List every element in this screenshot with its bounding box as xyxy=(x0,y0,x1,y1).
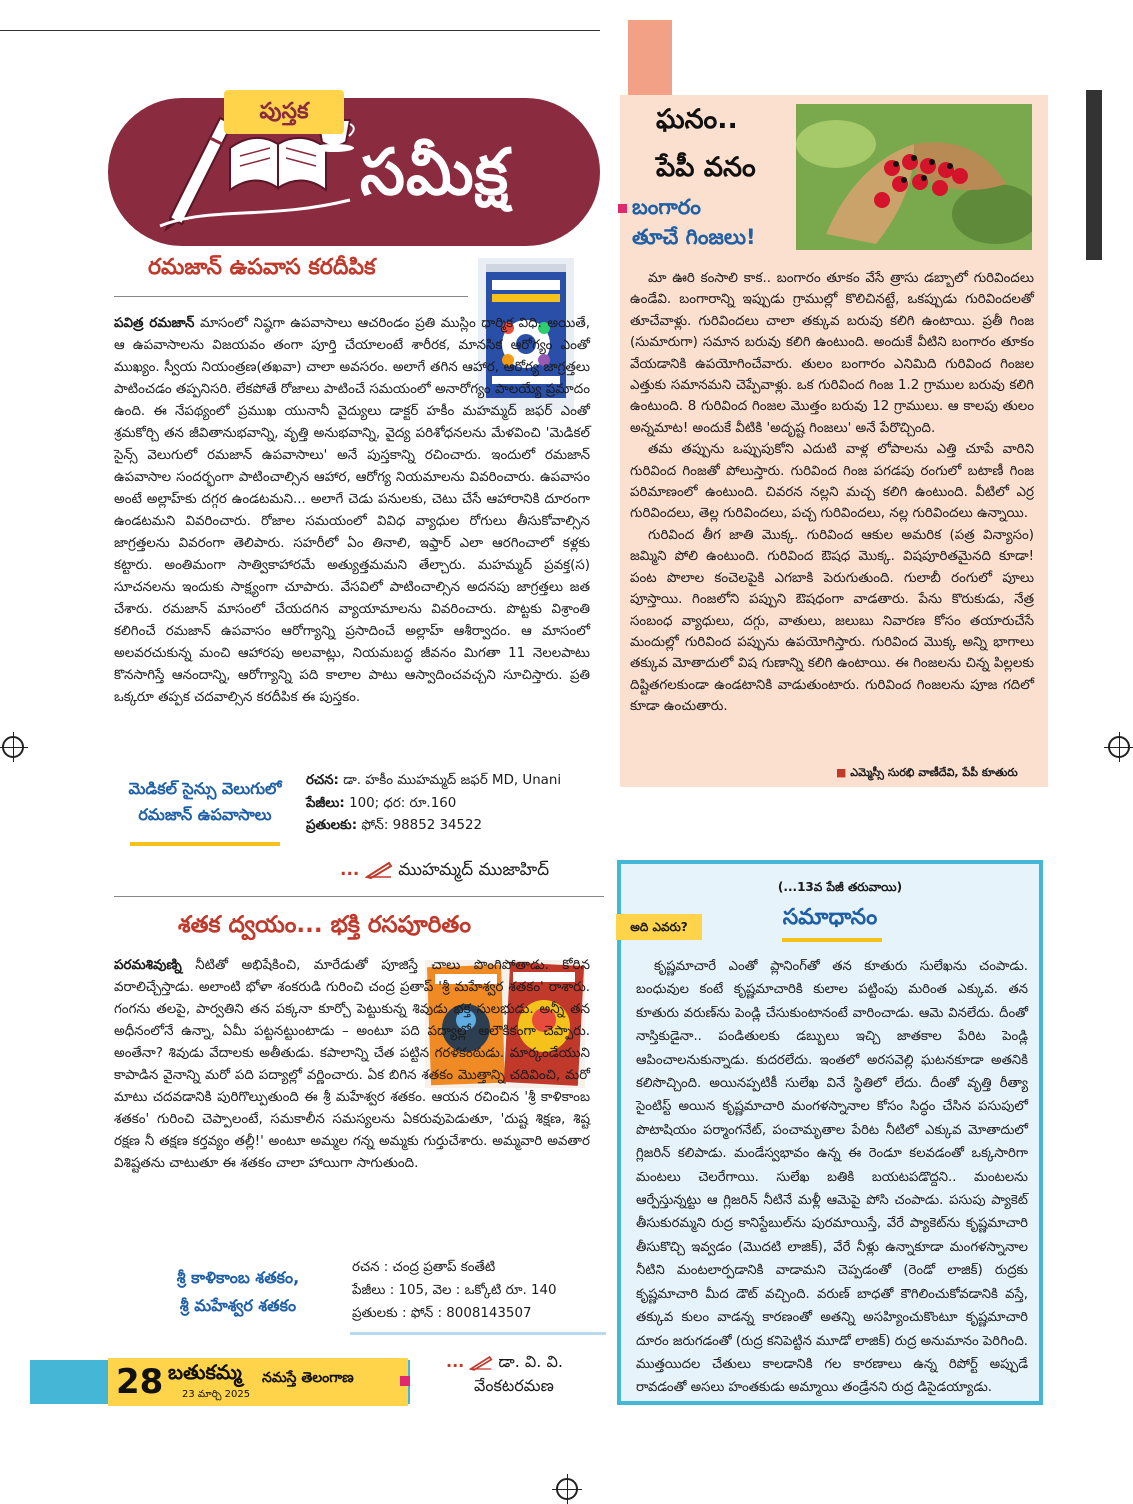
book1-author: డా. హకీం ముహమ్మద్ జఫర్ MD, Unani xyxy=(343,773,562,788)
copies-label: ప్రతులకు: xyxy=(306,818,358,834)
feature-paragraph-3: గురివింద తీగ జాతి మొక్క. గురివింద ఆకుల అమరిక (పత్ర విన్యాసం) జమ్మిని పోలి ఉంటుంది. గురివింద ఔషధ మొక్క. విషపూరితమైనది కూడా! పంట పొలాల కంచెలపైకి ఎగబాకి పెరుగుతుంది. గులాబీ రంగులో పూలు పూస్తాయి. గింజలోని పప్పుని ఔషధంగా వాడతారు. పేను కొరుకుడు, నేత్ర సంబంధ వ్యాధులు, దగ్గు, వాతులు, జలుబు నివారణ కోసం తయారుచేసే మందుల్లో గురివింద పప్పును ఉపయోగిస్తారు. గురివింద మొక్క అన్ని భాగాలు తక్కువ మోతాదులో విష గుణాన్ని కలిగి ఉంటాయి. ఈ గింజలను చిన్న పిల్లలకు దిష్టితగలకుండా ఉండటానికి వాడుతుంటారు. గురివింద గింజలను పూజ గదిలో కూడా ఉంచుతారు. xyxy=(630,527,1034,715)
banner-label: పుస్తక xyxy=(224,90,344,134)
book1-title-line1: మెడికల్ సైన్సు వెలుగులో xyxy=(128,779,282,798)
answer-paragraph: కృష్ణమాచారే ఎంతో ప్లానింగ్‌తో తన కూతురు సులేఖను చంపాడు. బంధువుల కంటే కృష్ణమాచారికి కులాల పట్టింపు మరింత ఎక్కువ. తన కూతురు వరుణ్‌ను పెండ్లి చేసుకుంటానంటే వారించాడు. ఆమె వినలేదు. దీంతో నాస్తికుడైనా.. పండితులకు డబ్బులు ఇచ్చి జాతకాల పేరిట పెండ్లి ఆపించాలనుకున్నాడు. కుదరలేదు. ఇంతలో అరసవెల్లి ఘటనకూడా అతనికి కలిసొచ్చింది. అయినప్పటికీ సులేఖ వినే స్థితిలో లేదు. దీంతో వృత్తి రీత్యా సైంటిస్ట్ అయిన కృష్ణమాచారి మంగళస్నానాల కోసం సిద్ధం చేసిన పసుపులో పొటాషియం పర్మాంగనేట్, పంచామృతాల పేరిట నీటిలో ఎక్కువ మోతాదులో గ్లిజరిన్ కలిపాడు. మండేస్వభావం ఉన్న ఈ రెండూ కలవడంతో ఒక్కసారిగా మంటలు చెలరేగాయి. సులేఖ బతికి బయటపడొద్దని.. మంటలను ఆర్పేస్తున్నట్టు ఆ గ్లిజరిన్ నీటినే మళ్లీ ఆమెపై పోసి చంపాడు. పసుపు ప్యాకెట్ తీసుకురమ్మని రుద్ర కానిస్టేబుల్‌ను పురమాయిస్తే, వేరే ప్యాకెట్‌ను కృష్ణమాచారి తీసుకొచ్చి ఇవ్వడం (మొదటి లాజిక్), వేరే నీళ్లు ఉన్నాకూడా మంగళస్నానాల నీటిని మంటలార్పడానికి వాడామని చెప్పడంతో (రెండో లాజిక్) రుద్రకు కృష్ణమాచారి మీద డౌట్ వచ్చింది. వరుణ్ బాధతో కౌగిలించుకోవడానికి వస్తే, తక్కువ కులం వాడన్న కారణంతో అతన్ని అసహ్యించుకొంటూ కృష్ణమాచారి దూరం జరుగడంతో (రుద్ర కనిపెట్టిన మూడో లాజిక్) రుద్ర అనుమానం పెరిగింది. ముత్తయిదల చేతులు కాలడానికి గల కారణాలు ఉన్న రిపోర్ట్ అప్పుడే రావడంతో అసలు హంతకుడు అమ్మాయి తండ్రేనని రుద్ర డిసైడయ్యాడు. xyxy=(636,959,1028,1396)
feature-title xyxy=(656,96,806,192)
page-number: 28 xyxy=(116,1362,164,1402)
answer-tag: అది ఎవరు? xyxy=(616,914,702,940)
review1-lead: పవిత్ర రమజాన్ xyxy=(114,316,195,331)
crop-mark-top xyxy=(0,30,600,31)
review2-paragraph: నీటితో అభిషేకించి, మారేడుతో పూజిస్తే చాలు పొంగిపోతాడు. కోరిన వరాలిచ్చేస్తాడు. అలాంటి భోళా శంకరుడి గురించి చంద్ర ప్రతాప్ 'శ్రీ మహేశ్వర శతకం' రాశారు. గంగను తలపై, పార్వతిని తన పక్కనా కూర్చో పెట్టుకున్న శివుడు భక్త సులభుడు. అన్నీ తన అధీనంలోనే ఉన్నా, ఏమీ పట్టనట్టుంటాడు – అంటూ పది పద్యాల్లో అలౌకికంగా చెప్పారు. అంతేనా? శివుడు వేదాలకు అతీతుడు. కపాలాన్ని చేత పట్టిన గరళకంఠుడు. మార్కండేయుని కాపాడిన వైనాన్ని మరో పది పద్యాల్లో వర్ణించారు. ఏక బిగిన శతకం మొత్తాన్ని చదివించి, మరో మాటు చదవడానికి పురిగొల్పుతుంది ఈ శ్రీ మహేశ్వర శతకం. ఆయన రచించిన 'శ్రీ కాళికాంబ శతకం' గురించి చెప్పాలంటే, సమకాలీన సమస్యలను ఏకరువుపెడుతూ, 'దుష్ట శిక్షణ, శిష్ట రక్షణ నీ తక్షణ కర్తవ్యం తల్లీ!' అంటూ అమ్మల గన్న అమ్మకు గుర్తుచేశారు. అమ్మవారి అవతార విశిష్టతను చాటుతూ ఈ శతకం చాలా హాయిగా సాగుతుంది. xyxy=(114,958,590,1171)
book2-title-line1: శ్రీ కాళికాంబ శతకం, xyxy=(176,1268,300,1287)
answer-title-underline xyxy=(782,938,882,942)
section-title: సమీక్ష xyxy=(360,136,510,210)
review1-paragraph: మాసంలో నిష్ఠగా ఉపవాసాలు ఆచరిండం ప్రతి ముస్లిం ధార్మిక విధి. అయితే, ఆ ఉపవాసాలను విజయవం తంగా పూర్తి చేయాలంటే శారీరక, మానసిక ఆరోగ్యం ఎంతో ముఖ్యం. స్వీయ నియంత్రణ(తఖవా) చాలా అవసరం. అలాగే తగిన ఆహార, ఆరోగ్య జాగ్రత్తలు పాటించడం తప్పనిసరి. లేకపోతే రోజాలు పాటించే సమయంలో అనారోగ్యం పాలయ్యే ప్రమాదం ఉంది. ఈ నేపథ్యంలో ప్రముఖ యునానీ వైద్యులు డాక్టర్ హకీం మహమ్మద్ జఫర్ ఎంతో శ్రమకోర్చి తన జీవితానుభవాన్ని, వృత్తి అనుభవాన్ని, వైద్య పరిశోధనలను మేళవించి 'మెడికల్ సైన్స్ వెలుగులో రమజాన్ ఉపవాసాలు' అనే పుస్తకాన్ని రచించారు. ఇందులో రమజాన్ ఉపవాసాల సందర్భంగా పాటించాల్సిన ఆహార, ఆరోగ్య నియమాలను వివరించారు. ఉపవాసం అంటే అల్లాహ్‌కు దగ్గర ఉండటమని... అలాగే చెడు పనులకు, చెటు చేసే ఆహారానికి దూరంగా ఉండటమని వివరించారు. రోజాల సమయంలో వివిధ వ్యాధుల రోగులు తీసుకోవాల్సిన జాగ్రత్తలను వివరంగా తెలిపారు. సహరీలో ఏం తినాలి, ఇఫ్తార్ ఎలా ఆరగించాలో కళ్లకు కట్టారు. అంతిమంగా సాత్వికాహారమే అత్యుత్తమమని తేల్చారు. మహమ్మద్ ప్రవక్త(స) సూచనలను ఇందుకు సాక్ష్యంగా చూపారు. వేసవిలో పాటించాల్సిన అదనపు జాగ్రత్తలు జత చేశారు. రమజాన్ మాసంలో చేయదగిన వ్యాయామాలను వివరించారు. పొట్టకు విశ్రాంతి కలిగించే రమజాన్ ఉపవాసం ఆరోగ్యాన్ని ప్రసాదించే అల్లాహ్ ఆశీర్వాదం. ఆ మాసంలో అలవరచుకున్న మంచి ఆహారపు అలవాట్లు, నియమబద్ధ జీవనం మిగతా 11 నెలలపాటు కొనసాగిస్తే ఆనందాన్ని, ఆరోగ్యాన్ని పది కాలాల పాటు ఆస్వాదించవచ్చని సూచిస్తారు. ప్రతి ఒక్కరూ తప్పక చదవాల్సిన కరదీపిక ఈ పుస్తకం. xyxy=(114,316,590,705)
answer-body xyxy=(636,955,1028,1400)
book2-details xyxy=(352,1256,612,1325)
book2-phone: ప్రతులకు : ఫోన్ : 8008143507 xyxy=(352,1306,532,1321)
registration-mark-right xyxy=(1108,736,1130,758)
page-edge-strip xyxy=(1086,90,1102,260)
review1-divider xyxy=(114,296,468,297)
review2-body xyxy=(114,955,590,1175)
feature-subtitle-line1: బంగారం xyxy=(632,195,701,219)
quill-sign-icon xyxy=(469,1355,493,1371)
feature-title-line1: ఘనం.. xyxy=(656,104,738,135)
feature-paragraph-1: మా ఊరి కంసాలి కాక.. బంగారం తూకం వేసే త్రాసు డబ్బాలో గురివిందలు ఉండేవి. బంగారాన్ని ఇప్పుడు గ్రాముల్లో కొలిచినట్టే, ఒకప్పుడు గురివిందలతో తూచేవాళ్లు. గురివిందలు చాలా తక్కువ బరువు కలిగి ఉంటాయి. ప్రతీ గింజ (సుమారుగా) సమాన బరువు కలిగి ఉంటుంది. అందుకే వీటిని బంగారం తూకం వేయడానికి ఉపయోగించేవారు. తులం బంగారం ఎనిమిది గురివింద గింజల ఎత్తుకు సమానమని చెప్పేవాళ్లు. ఒక గురివింద గింజ 1.2 గ్రాముల బరువు కలిగి ఉంటుంది. 8 గురివింద గింజల మొత్తం బరువు 12 గ్రాములు. ఆ కాలపు తులం అన్నమాట! అందుకే వీటికి 'అదృష్ట గింజలు' అనే పేరొచ్చింది. xyxy=(630,271,1034,436)
review2-signature: ... డా. వి. వి. వేంకటరమణ xyxy=(446,1350,616,1398)
review2-lead: పరమశివుణ్ని xyxy=(114,958,182,973)
newspaper-name: నమస్తే తెలంగాణ xyxy=(262,1370,354,1386)
rosary-pea-photo xyxy=(796,104,1032,250)
footer-dot xyxy=(400,1376,410,1386)
review-separator xyxy=(114,896,604,897)
continued-note: (...13వ పేజీ తరువాయి) xyxy=(777,880,903,894)
registration-mark-left xyxy=(2,736,24,758)
feature-body xyxy=(630,268,1034,718)
review2-heading: శతక ద్వయం... భక్తి రసపూరితం xyxy=(178,912,471,938)
feature-subtitle xyxy=(618,192,798,252)
book2-author: రచన : చంద్ర ప్రతాప్ కంతేటి xyxy=(352,1260,496,1275)
quill-sign-icon xyxy=(365,861,393,879)
magazine-name: బతుకమ్మ xyxy=(168,1360,242,1384)
review1-body xyxy=(114,313,590,709)
review1-reviewer: ముహమ్మద్ ముజాహిద్ xyxy=(398,860,550,880)
pages-label: పేజీలు: xyxy=(306,795,345,811)
review2-reviewer-line2: వేంకటరమణ xyxy=(474,1376,554,1395)
accent-strip xyxy=(628,20,672,96)
open-book-icon xyxy=(230,138,326,190)
book1-pages-price: 100; ధర: రూ.160 xyxy=(349,795,457,811)
book1-title xyxy=(110,776,300,854)
author-label: రచన: xyxy=(306,773,339,788)
review1-signature: ... ముహమ్మద్ ముజాహిద్ xyxy=(340,860,550,880)
feature-subtitle-line2: తూచే గింజలు! xyxy=(632,225,756,249)
book1-title-line2: రమజాన్ ఉపవాసాలు xyxy=(138,805,272,824)
review2-reviewer-line1: డా. వి. వి. xyxy=(498,1352,563,1371)
book2-title xyxy=(148,1264,328,1320)
book2-pages-price: పేజీలు : 105, వెల : ఒక్కోటి రూ. 140 xyxy=(352,1283,557,1298)
answer-title: సమాధానం xyxy=(782,905,878,930)
book1-phone: ఫోన్: 98852 34522 xyxy=(361,818,483,834)
review2-divider xyxy=(350,1332,606,1335)
book2-title-line2: శ్రీ మహేశ్వర శతకం xyxy=(179,1296,297,1315)
feature-paragraph-2: తమ తప్పును ఒప్పుపుకోని ఎదుటి వాళ్ల లోపాలను ఎత్తి చూపే వారిని గురివింద గింజతో పోలుస్తారు. గురివింద గింజ పగడపు రంగులో బటాణీ గింజ పరిమాణంలో ఉంటుంది. చివరన నల్లని మచ్చ కలిగి ఉంటుంది. వీటిలో ఎర్ర గురివిందలు, తెల్ల గురివిందలు, పచ్చ గురివిందలు, నల్ల గురివిందలు ఉన్నాయి. xyxy=(630,442,1034,522)
issue-date: 23 మార్చి 2025 xyxy=(182,1389,251,1400)
review1-heading: రమజాన్ ఉపవాస కరదీపిక xyxy=(148,255,376,280)
book1-details xyxy=(306,770,596,838)
book1-title-underline xyxy=(130,842,280,846)
feature-signature: ■ ఎమ్మెస్సీ సురభి వాణీదేవి, పేపీ కూతురు xyxy=(836,766,1018,779)
feature-title-line2: పేపీ వనం xyxy=(656,152,756,183)
feature-signature-text: ఎమ్మెస్సీ సురభి వాణీదేవి, పేపీ కూతురు xyxy=(850,766,1018,779)
registration-mark-bottom xyxy=(556,1478,578,1500)
